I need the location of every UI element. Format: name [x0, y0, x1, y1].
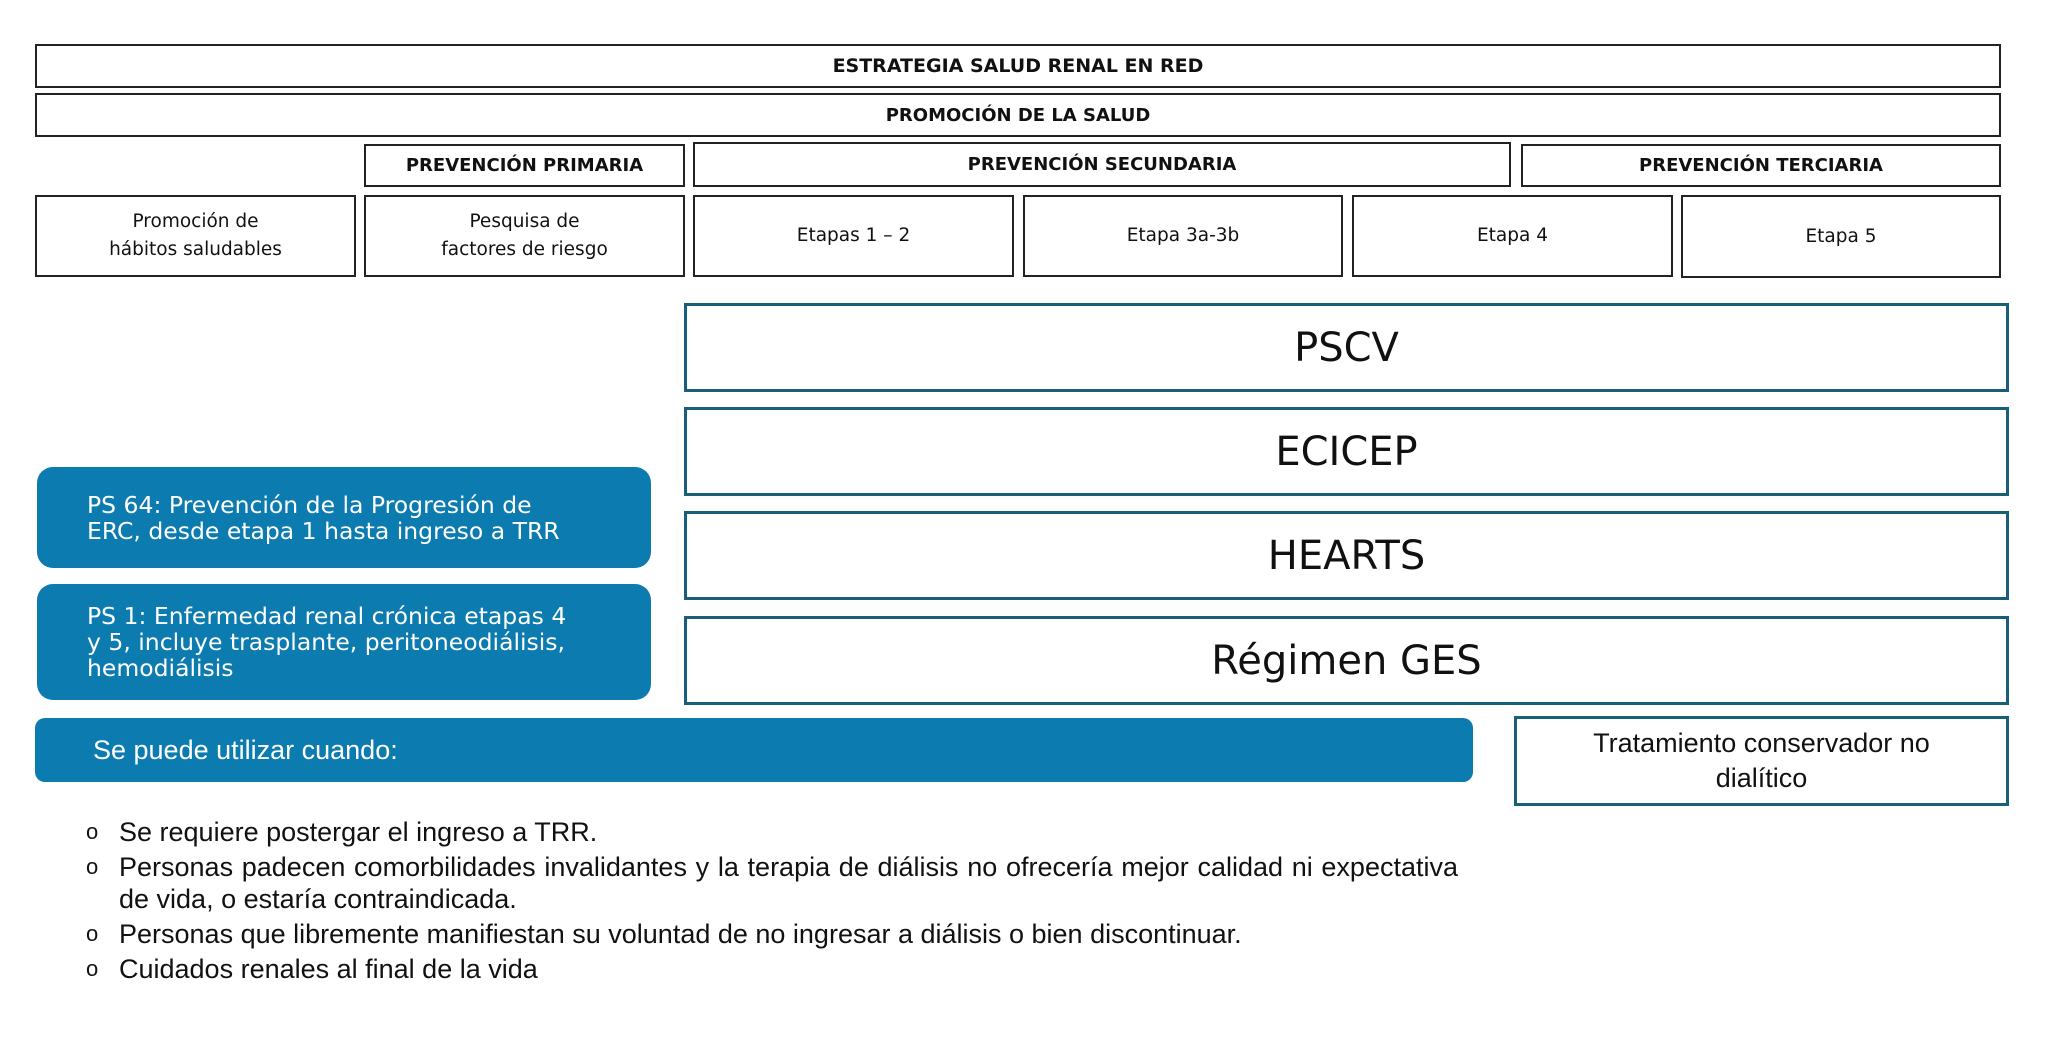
program-label: PSCV [1294, 324, 1399, 371]
stage-line: Etapas 1 – 2 [796, 225, 911, 246]
usage-conditions-list [86, 816, 1458, 988]
stage-box-1-2 [693, 195, 1014, 277]
list-item-text: Cuidados renales al final de la vida [119, 954, 538, 984]
bullet-icon: o [86, 956, 99, 981]
stage-line: hábitos saludables [109, 239, 282, 260]
ps-line: y 5, incluye trasplante, peritoneodiálisis, [87, 628, 566, 656]
program-box-regimen-ges [684, 616, 2009, 705]
prevention-secondary [693, 142, 1511, 187]
list-item [86, 851, 1458, 915]
list-item [86, 953, 1458, 985]
bullet-icon: o [86, 854, 99, 879]
ps-line: ERC, desde etapa 1 hasta ingreso a TRR [87, 516, 560, 545]
list-item [86, 816, 1458, 848]
prevention-secondary-label: PREVENCIÓN SECUNDARIA [967, 154, 1237, 175]
prevention-tertiary [1521, 144, 2001, 187]
program-box-pscv [684, 303, 2009, 392]
stage-line: Promoción de [132, 211, 259, 232]
stage-line: Etapa 5 [1805, 225, 1877, 247]
program-label: ECICEP [1275, 428, 1418, 475]
prevention-primary-label: PREVENCIÓN PRIMARIA [405, 155, 644, 176]
stage-box-risk-screening [364, 195, 685, 277]
strategy-header-label: ESTRATEGIA SALUD RENAL EN RED [832, 55, 1204, 77]
promotion-header-label: PROMOCIÓN DE LA SALUD [885, 104, 1151, 126]
stage-line: factores de riesgo [441, 239, 608, 260]
prevention-primary [364, 144, 685, 187]
stage-box-4 [1352, 195, 1673, 277]
stage-box-3a-3b [1023, 195, 1343, 277]
ps-line: PS 64: Prevención de la Progresión de [87, 490, 532, 519]
ps-line: hemodiálisis [87, 654, 234, 682]
strategy-header [35, 44, 2001, 88]
program-label: HEARTS [1267, 532, 1426, 579]
program-label: Régimen GES [1211, 637, 1482, 684]
ps-1-box [37, 584, 651, 700]
list-item-text: Personas que libremente manifiestan su voluntad de no ingresar a diálisis o bien discontinuar. [119, 919, 1242, 949]
stage-box-5 [1681, 195, 2001, 278]
prevention-tertiary-label: PREVENCIÓN TERCIARIA [1639, 155, 1883, 176]
list-item [86, 918, 1458, 950]
treatment-line: Tratamiento conservador no [1593, 728, 1930, 758]
stage-box-healthy-habits [35, 195, 356, 277]
program-box-ecicep [684, 407, 2009, 496]
bullet-icon: o [86, 921, 99, 946]
usage-label: Se puede utilizar cuando: [93, 734, 398, 765]
ps-64-box [37, 467, 651, 568]
conservative-treatment-box [1514, 716, 2009, 806]
treatment-line: dialítico [1715, 763, 1808, 793]
usage-bar [35, 718, 1473, 782]
bullet-icon: o [86, 819, 99, 844]
stage-line: Pesquisa de [469, 211, 580, 232]
stage-line: Etapa 4 [1476, 225, 1548, 246]
list-item-text: Personas padecen comorbilidades invalidantes y la terapia de diálisis no ofrecería mejor calidad ni expectativa de vida, o estaría contraindicada. [119, 852, 1458, 914]
list-item-text: Se requiere postergar el ingreso a TRR. [119, 817, 598, 847]
program-box-hearts [684, 511, 2009, 600]
promotion-header [35, 93, 2001, 137]
ps-line: PS 1: Enfermedad renal crónica etapas 4 [87, 602, 567, 630]
stage-line: Etapa 3a-3b [1126, 225, 1240, 246]
